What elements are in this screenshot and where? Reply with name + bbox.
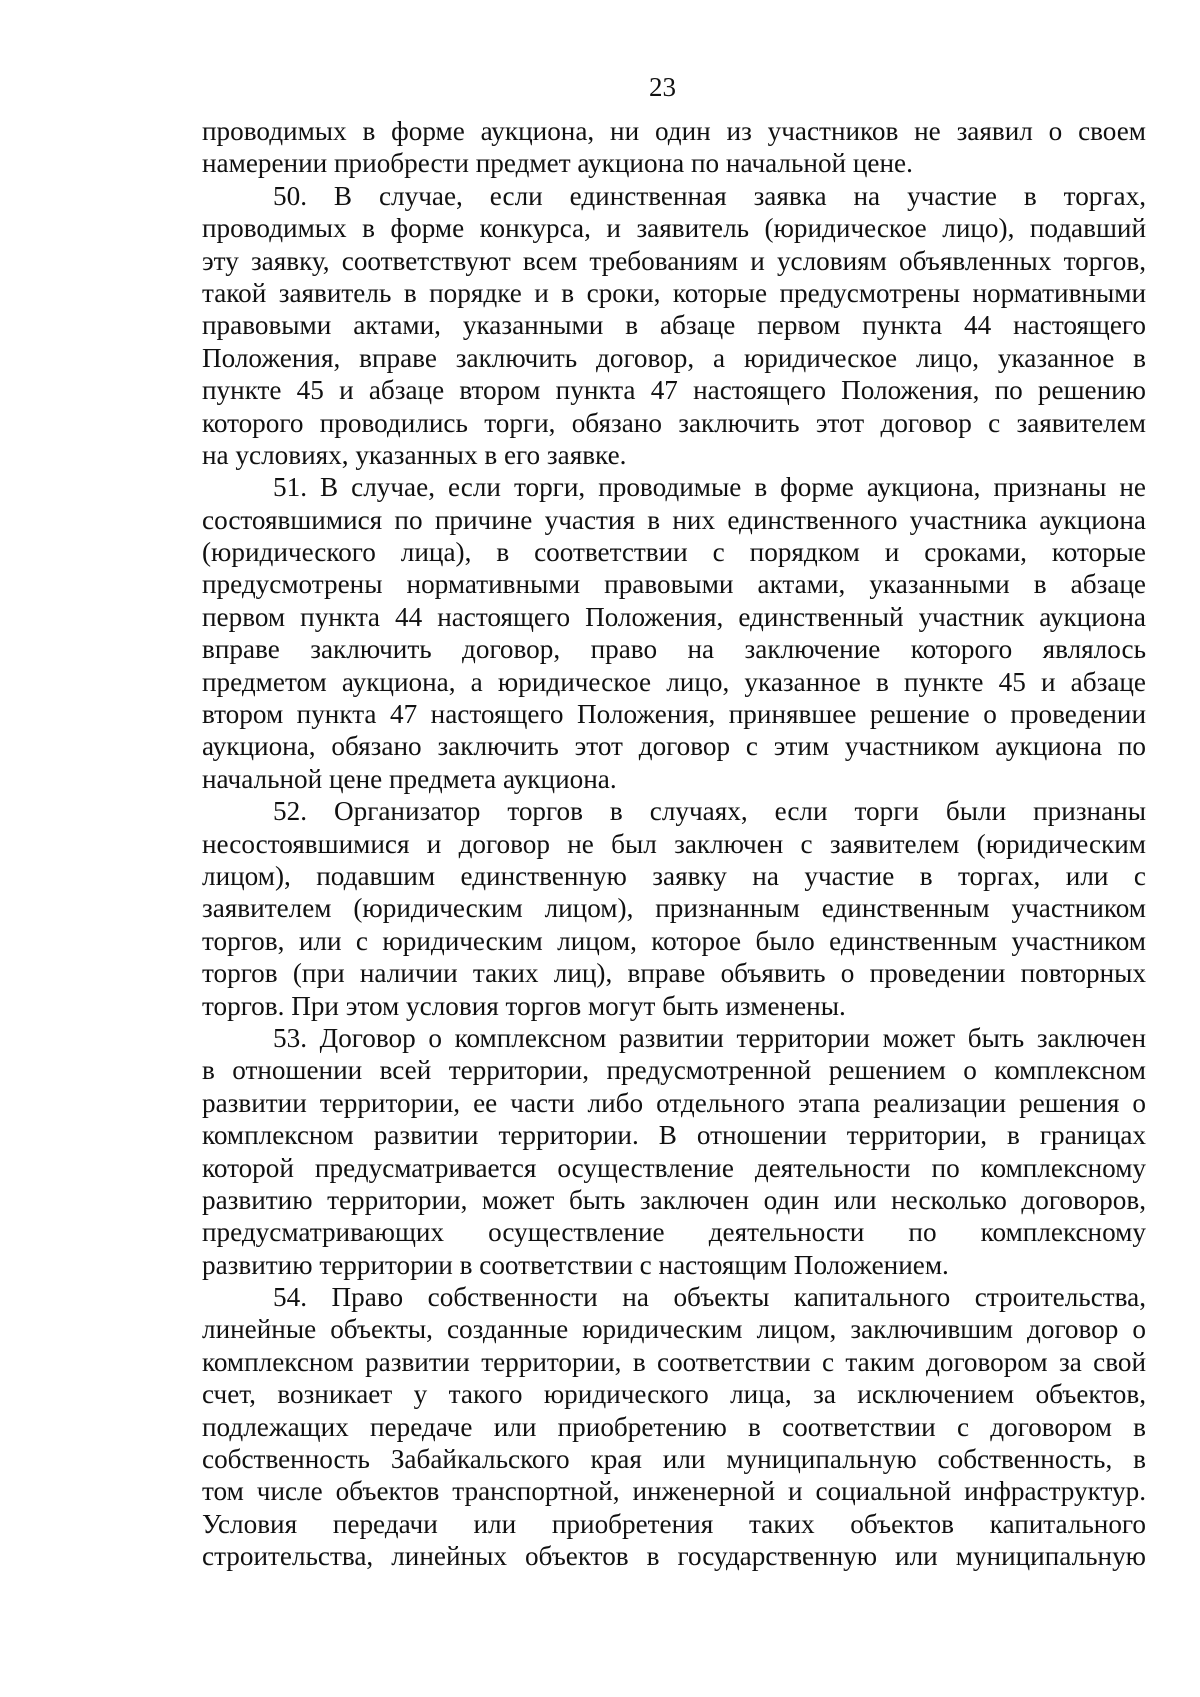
text-line: втором пункта 47 настоящего Положения, принявшее решение о проведении (202, 699, 1146, 730)
text-line: состоявшимися по причине участия в них единственного участника аукциона (202, 504, 1146, 535)
text-line: предметом аукциона, а юридическое лицо, указанное в пункте 45 и абзаце (202, 666, 1146, 697)
text-line: несостоявшимися и договор не был заключен с заявителем (юридическим (202, 828, 1146, 859)
text-line: заявителем (юридическим лицом), признанным единственным участником (202, 893, 1146, 924)
paragraph-cont (202, 115, 1146, 180)
text-line: начальной цене предмета аукциона. (202, 763, 617, 794)
text-line: на условиях, указанных в его заявке. (202, 439, 627, 470)
text-line: торгов, или с юридическим лицом, которое было единственным участником (202, 925, 1146, 956)
text-line: (юридического лица), в соответствии с порядком и сроками, которые (202, 537, 1146, 568)
text-line: развитию территории в соответствии с настоящим Положением. (202, 1249, 949, 1280)
text-line: 50. В случае, если единственная заявка на участие в торгах, (273, 180, 1146, 211)
text-line: проводимых в форме аукциона, ни один из участников не заявил о своем (202, 116, 1146, 146)
body-text (202, 115, 1146, 1573)
text-line: вправе заключить договор, право на заключение которого являлось (202, 634, 1146, 665)
text-line: лицом), подавшим единственную заявку на участие в торгах, или с (202, 860, 1146, 891)
paragraph-p52 (202, 795, 1146, 1022)
text-line: том числе объектов транспортной, инженерной и социальной инфраструктур. (202, 1476, 1146, 1507)
text-line: правовыми актами, указанными в абзаце первом пункта 44 настоящего (202, 310, 1146, 341)
text-line: аукциона, обязано заключить этот договор с этим участником аукциона по (202, 731, 1146, 762)
text-line: развитии территории, ее части либо отдельного этапа реализации решения о (202, 1087, 1146, 1118)
text-line: предусмотрены нормативными правовыми актами, указанными в абзаце (202, 569, 1146, 600)
text-line: 52. Организатор торгов в случаях, если торги были признаны (273, 796, 1146, 827)
text-line: линейные объекты, созданные юридическим лицом, заключившим договор о (202, 1314, 1146, 1345)
text-line: намерении приобрести предмет аукциона по начальной цене. (202, 148, 913, 179)
paragraph-p53 (202, 1022, 1146, 1281)
paragraph-p50 (202, 180, 1146, 472)
page-number: 23 (649, 72, 676, 102)
text-line: подлежащих передаче или приобретению в соответствии с договором в (202, 1411, 1146, 1442)
text-line: предусматривающих осуществление деятельности по комплексному (202, 1217, 1146, 1248)
paragraph-p51 (202, 471, 1146, 795)
text-line: строительства, линейных объектов в государственную или муниципальную (202, 1541, 1146, 1572)
text-line: развитию территории, может быть заключен один или несколько договоров, (202, 1184, 1146, 1215)
text-line: 53. Договор о комплексном развитии территории может быть заключен (273, 1022, 1146, 1053)
text-line: проводимых в форме конкурса, и заявитель (юридическое лицо), подавший (202, 213, 1146, 244)
text-line: торгов. При этом условия торгов могут быть изменены. (202, 990, 846, 1021)
text-line: счет, возникает у такого юридического лица, за исключением объектов, (202, 1379, 1146, 1410)
text-line: которой предусматривается осуществление деятельности по комплексному (202, 1152, 1146, 1183)
text-line: собственность Забайкальского края или муниципальную собственность, в (202, 1444, 1146, 1475)
text-line: в отношении всей территории, предусмотренной решением о комплексном (202, 1055, 1146, 1086)
text-line: 51. В случае, если торги, проводимые в форме аукциона, признаны не (273, 472, 1146, 503)
text-line: пункте 45 и абзаце втором пункта 47 настоящего Положения, по решению (202, 375, 1146, 406)
text-line: комплексном развитии территории, в соответствии с таким договором за свой (202, 1346, 1146, 1377)
text-line: торгов (при наличии таких лиц), вправе объявить о проведении повторных (202, 958, 1146, 989)
text-line: которого проводились торги, обязано заключить этот договор с заявителем (202, 407, 1146, 438)
text-line: Положения, вправе заключить договор, а юридическое лицо, указанное в (202, 342, 1146, 373)
paragraph-p54 (202, 1281, 1146, 1573)
text-line: Условия передачи или приобретения таких объектов капитального (202, 1508, 1146, 1539)
text-line: комплексном развитии территории. В отношении территории, в границах (202, 1120, 1146, 1151)
text-line: такой заявитель в порядке и в сроки, которые предусмотрены нормативными (202, 277, 1146, 308)
text-line: первом пункта 44 настоящего Положения, единственный участник аукциона (202, 601, 1146, 632)
text-line: эту заявку, соответствуют всем требованиям и условиям объявленных торгов, (202, 245, 1146, 276)
text-line: 54. Право собственности на объекты капитального строительства, (273, 1282, 1146, 1313)
